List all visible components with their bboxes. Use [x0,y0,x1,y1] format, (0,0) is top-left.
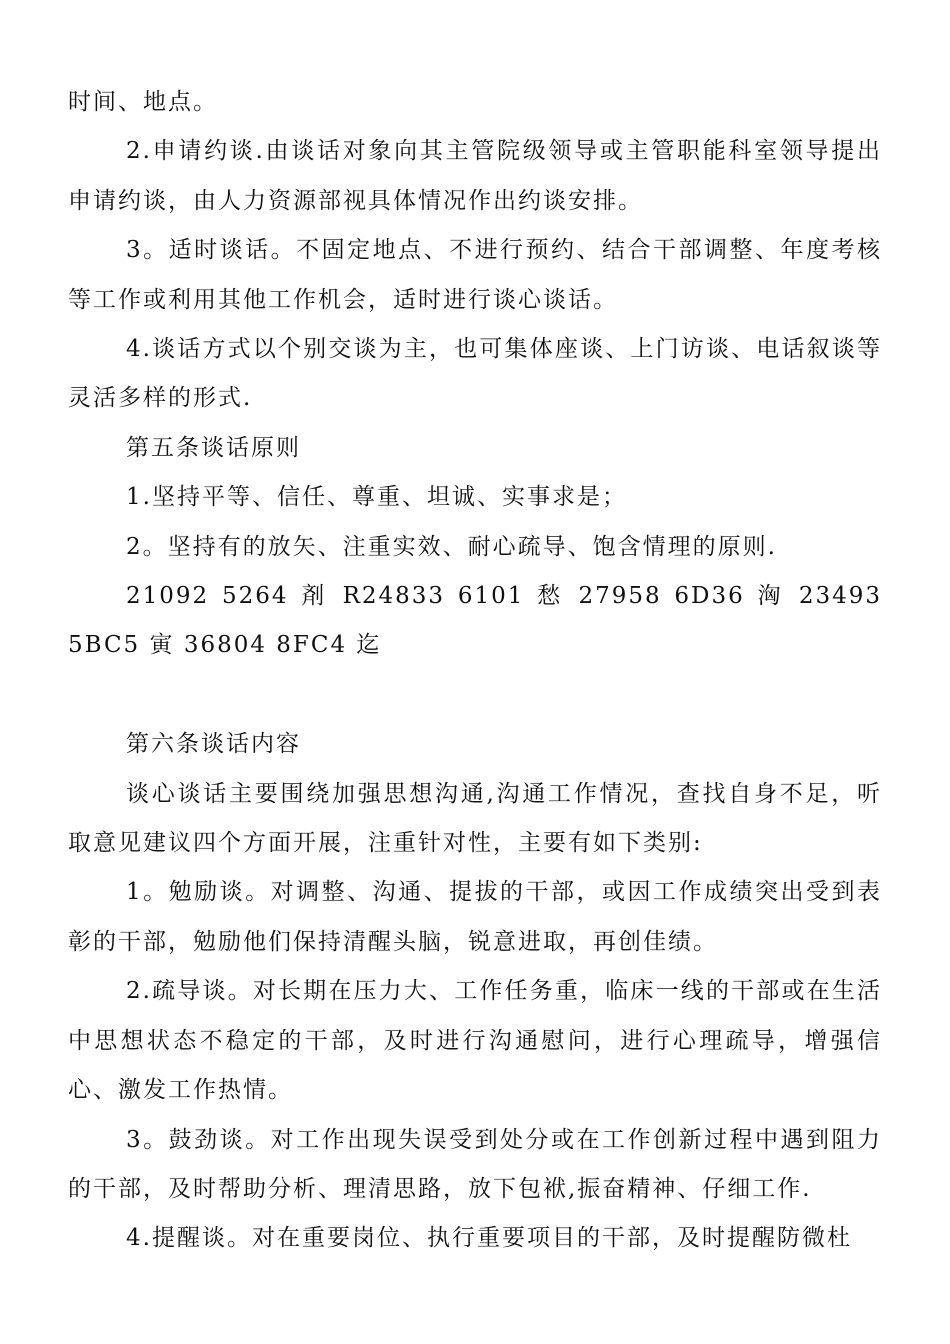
paragraph-timely-talk: 3。适时谈话。不固定地点、不进行预约、结合干部调整、年度考核等工作或利用其他工作机会，适时进行谈心谈话。 [68,237,882,313]
article-6-heading: 第六条谈话内容 [126,731,301,758]
paragraph-continuation: 时间、地点。 [68,89,218,115]
category-motivation: 3。鼓劲谈。对工作出现失误受到处分或在工作创新过程中遇到阻力的干部，及时帮助分析、理清思路，放下包袱,振奋精神、仔细工作. [68,1126,882,1202]
document-page [68,78,882,1264]
paragraph-talk-content: 谈心谈话主要围绕加强思想沟通,沟通工作情况，查找自身不足，听取意见建议四个方面开展，注重针对性，主要有如下类别: [68,780,882,857]
code-line: 21092 5264 剤 R24833 6101 愁 27958 6D36 洶 23493 5BC5 寅 36804 8FC4 迄 [68,583,882,659]
paragraph-apply-appointment: 2.申请约谈.由谈话对象向其主管院级领导或主管职能科室领导提出申请约谈，由人力资源部视具体情况作出约谈安排。 [68,138,882,214]
category-reminder: 4.提醒谈。对在重要岗位、执行重要项目的干部，及时提醒防微杜 [126,1225,852,1252]
principle-2: 2。坚持有的放矢、注重实效、耐心疏导、饱含情理的原则. [126,533,777,560]
category-encouragement: 1。勉励谈。对调整、沟通、提拔的干部，或因工作成绩突出受到表彰的干部，勉励他们保持清醒头脑，锐意进取，再创佳绩。 [68,879,882,955]
article-5-heading: 第五条谈话原则 [126,434,301,461]
paragraph-talk-methods: 4.谈话方式以个别交谈为主，也可集体座谈、上门访谈、电话叙谈等灵活多样的形式. [68,336,882,412]
blank-line [68,671,882,720]
principle-1: 1.坚持平等、信任、尊重、坦诚、实事求是； [126,484,627,511]
category-guidance: 2.疏导谈。对长期在压力大、工作任务重，临床一线的干部或在生活中思想状态不稳定的干部，及时进行沟通慰问，进行心理疏导，增强信心、激发工作热情。 [68,978,882,1104]
